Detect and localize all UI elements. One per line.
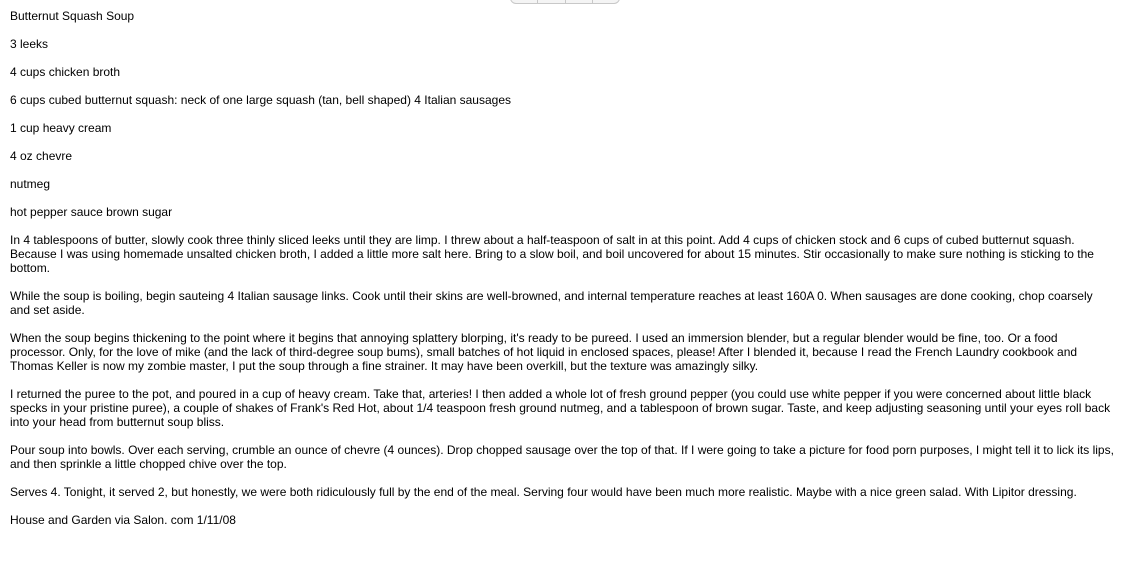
ingredient-line: 1 cup heavy cream xyxy=(10,121,112,135)
instruction-paragraph: While the soup is boiling, begin sauteing 4 Italian sausage links. Cook until their skins are well-browned, and internal temperature reaches at least 160A 0. When sausages are done cooking, chop coarsely and set aside. xyxy=(10,289,1093,317)
ingredient-line: 4 cups chicken broth xyxy=(10,65,121,79)
recipe-title: Butternut Squash Soup xyxy=(10,9,135,23)
instruction-paragraph: Pour soup into bowls. Over each serving, crumble an ounce of chevre (4 ounces). Drop chopped sausage over the top of that. If I were going to take a picture for food porn purposes, I might tell it to lick its lips, and then sprinkle a little chopped chive over the top. xyxy=(10,443,1114,471)
recipe-document xyxy=(10,9,1115,541)
instruction-paragraph: Serves 4. Tonight, it served 2, but honestly, we were both ridiculously full by the end of the meal. Serving four would have been much more realistic. Maybe with a nice green salad. With Lipitor dressing. xyxy=(10,485,1077,499)
ingredient-line: 4 oz chevre xyxy=(10,149,73,163)
ingredient-line: 3 leeks xyxy=(10,37,49,51)
ingredient-line: 6 cups cubed butternut squash: neck of one large squash (tan, bell shaped) 4 Italian sausages xyxy=(10,93,511,107)
recipe-source: House and Garden via Salon. com 1/11/08 xyxy=(10,513,236,527)
ingredient-line: nutmeg xyxy=(10,177,51,191)
toolbar-segment[interactable] xyxy=(593,0,619,3)
toolbar-segment[interactable] xyxy=(511,0,538,3)
toolbar-segment[interactable] xyxy=(538,0,565,3)
instruction-paragraph: When the soup begins thickening to the point where it begins that annoying splattery blorping, it's ready to be pureed. I used an immersion blender, but a regular blender would be fine, too. Or a food processor. Only, for the love of mike (and the lack of third-degree soup bums), small batches of hot liquid in enclosed spaces, please! After I blended it, because I read the French Laundry cookbook and Thomas Keller is now my zombie master, I put the soup through a fine strainer. It may have been overkill, but the texture was amazingly silky. xyxy=(10,331,1078,373)
ingredient-line: hot pepper sauce brown sugar xyxy=(10,205,173,219)
viewer-toolbar[interactable] xyxy=(510,0,620,4)
instruction-paragraph: I returned the puree to the pot, and poured in a cup of heavy cream. Take that, arteries! I then added a whole lot of fresh ground pepper (you could use white pepper if you were concerned about little black specks in your pristine puree), a couple of shakes of Frank's Red Hot, about 1/4 teaspoon fresh ground nutmeg, and a tablespoon of brown sugar. Taste, and keep adjusting seasoning until your eyes roll back into your head from butternut soup bliss. xyxy=(10,387,1111,429)
toolbar-segment[interactable] xyxy=(566,0,593,3)
instruction-paragraph: In 4 tablespoons of butter, slowly cook three thinly sliced leeks until they are limp. I threw about a half-teaspoon of salt in at this point. Add 4 cups of chicken stock and 6 cups of cubed butternut squash. Because I was using homemade unsalted chicken broth, I added a little more salt here. Bring to a slow boil, and boil uncovered for about 15 minutes. Stir occasionally to make sure nothing is sticking to the bottom. xyxy=(10,233,1094,275)
